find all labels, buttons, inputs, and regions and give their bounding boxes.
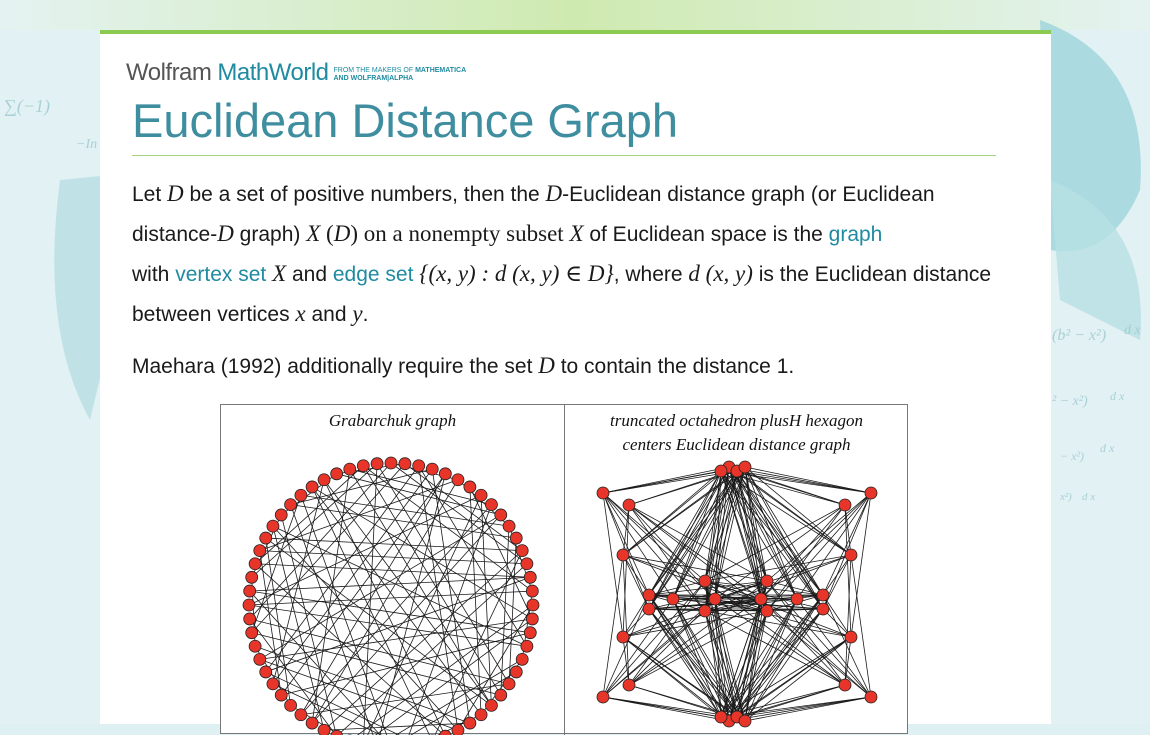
definition-paragraph	[132, 174, 1012, 334]
graph-vertex	[475, 489, 487, 501]
graph-vertex	[244, 585, 256, 597]
mathworld-logo[interactable]	[126, 59, 466, 85]
graph-vertex	[357, 460, 369, 472]
grabarchuk-graph-drawing	[221, 405, 564, 735]
text: graph)	[234, 223, 306, 246]
graph-vertex	[524, 627, 536, 639]
maehara-paragraph	[132, 346, 1012, 386]
graph-vertex	[475, 709, 487, 721]
graph-vertex	[597, 487, 609, 499]
graph-vertex	[371, 458, 383, 470]
graph-vertex	[503, 520, 515, 532]
text: Let	[132, 183, 167, 206]
graph-vertex	[845, 631, 857, 643]
text: is the Euclidean distance between vertices	[132, 263, 991, 326]
graph-vertex	[275, 689, 287, 701]
graph-vertex	[464, 717, 476, 729]
graph-vertex	[485, 699, 497, 711]
math-paren: (	[320, 221, 333, 246]
graph-edge	[797, 599, 871, 697]
graph-edge	[603, 493, 673, 599]
brand-mathworld: MathWorld	[217, 61, 328, 85]
graph-vertex	[699, 605, 711, 617]
brand-tagline-line2: AND WOLFRAM|ALPHA	[334, 75, 414, 82]
svg-text:−In: −In	[76, 137, 97, 152]
graph-vertex	[865, 487, 877, 499]
graph-vertex	[495, 509, 507, 521]
graph-vertex	[761, 575, 773, 587]
graph-vertex	[699, 575, 711, 587]
graph-vertex	[623, 499, 635, 511]
graph-vertex	[643, 603, 655, 615]
graph-edge	[363, 619, 532, 735]
graph-figure	[220, 404, 908, 734]
graph-edge	[266, 466, 419, 672]
graph-vertex	[623, 679, 635, 691]
graph-edge	[729, 609, 823, 721]
text: and	[286, 263, 333, 286]
graph-vertex	[739, 461, 751, 473]
graph-vertex	[817, 603, 829, 615]
graph-vertex	[709, 593, 721, 605]
graph-edge	[266, 577, 531, 672]
graph-vertex	[452, 724, 464, 735]
brand-tagline	[334, 67, 467, 83]
graph-vertex	[715, 711, 727, 723]
graph-edge	[705, 611, 737, 717]
text: , where	[614, 263, 689, 286]
math-D: D	[334, 221, 351, 246]
svg-text:d x: d x	[1110, 389, 1125, 403]
math-X: X	[569, 221, 583, 246]
graph-vertex	[243, 599, 255, 611]
graph-edge	[649, 471, 737, 595]
graph-edge	[761, 599, 845, 685]
graph-edge	[737, 595, 823, 717]
truncated-octahedron-graph-panel	[565, 405, 908, 735]
title-divider	[132, 155, 996, 156]
graph-vertex	[817, 589, 829, 601]
graph-vertex	[791, 593, 803, 605]
graph-edge	[312, 487, 532, 619]
graph-vertex	[755, 593, 767, 605]
graph-edge	[255, 466, 363, 564]
graph-vertex	[495, 689, 507, 701]
svg-text:d x: d x	[1124, 323, 1142, 338]
graph-vertex	[643, 589, 655, 601]
svg-text:d x: d x	[1082, 491, 1095, 503]
svg-text:d x: d x	[1100, 441, 1115, 455]
text: be a set of positive numbers, then the	[184, 183, 546, 206]
math-distance-expression: d (x, y)	[688, 261, 753, 286]
text: with	[132, 263, 175, 286]
text: of Euclidean space is the	[584, 223, 829, 246]
graph-vertex	[526, 613, 538, 625]
graph-vertex	[399, 458, 411, 470]
math-paren: ) on a nonempty subset	[350, 221, 569, 246]
text: to contain the distance 1.	[555, 355, 794, 378]
graph-vertex	[839, 679, 851, 691]
text: Maehara (1992) additionally require the set	[132, 355, 538, 378]
page-title: Euclidean Distance Graph	[132, 90, 678, 152]
graph-vertex	[260, 666, 272, 678]
graph-vertex	[260, 532, 272, 544]
graph-vertex	[249, 558, 261, 570]
graph-edge	[623, 611, 767, 637]
graph-vertex	[597, 691, 609, 703]
graph-vertex	[295, 709, 307, 721]
math-edge-set-expression: {(x, y) : d (x, y) ∈ D}	[419, 261, 613, 286]
graph-vertex	[503, 678, 515, 690]
graph-vertex	[439, 730, 451, 735]
graph-vertex	[839, 499, 851, 511]
truncated-octahedron-caption-line1: truncated octahedron plusH hexagon	[565, 409, 908, 433]
text: and	[306, 303, 353, 326]
edge-set-link[interactable]: edge set	[333, 263, 414, 286]
graph-vertex	[285, 499, 297, 511]
vertex-set-link[interactable]: vertex set	[175, 263, 266, 286]
graph-vertex	[254, 545, 266, 557]
graph-vertex	[267, 678, 279, 690]
math-D: D	[546, 181, 563, 206]
svg-text:(b² − x²): (b² − x²)	[1052, 327, 1106, 344]
graph-vertex	[295, 489, 307, 501]
brand-wolfram: Wolfram	[126, 61, 211, 85]
graph-vertex	[413, 460, 425, 472]
math-x: x	[295, 301, 305, 326]
graph-vertex	[715, 465, 727, 477]
graph-edge	[623, 471, 721, 555]
graph-vertex	[521, 640, 533, 652]
graph-vertex	[845, 549, 857, 561]
math-D: D	[217, 221, 234, 246]
truncated-octahedron-caption-line2: centers Euclidean distance graph	[565, 433, 908, 457]
graph-vertex	[439, 468, 451, 480]
graph-vertex	[254, 653, 266, 665]
graph-edge	[737, 611, 767, 717]
graph-edge	[705, 611, 845, 685]
graph-vertex	[306, 481, 318, 493]
graph-vertex	[526, 585, 538, 597]
graph-vertex	[510, 666, 522, 678]
graph-edge	[823, 555, 851, 595]
graph-edge	[509, 538, 516, 684]
graph-vertex	[524, 571, 536, 583]
graph-edge	[623, 637, 721, 717]
graph-vertex	[865, 691, 877, 703]
grabarchuk-graph-panel	[221, 405, 565, 735]
graph-edge	[745, 467, 871, 493]
svg-text:∑(−1): ∑(−1)	[4, 96, 50, 117]
text: -Euclidean distance graph (or Euclidean distance-	[132, 183, 935, 246]
truncated-octahedron-graph-drawing	[565, 405, 908, 735]
article-card	[100, 30, 1051, 724]
graph-vertex	[527, 599, 539, 611]
graph-vertex	[275, 509, 287, 521]
math-y: y	[352, 301, 362, 326]
graph-edge	[623, 555, 649, 595]
graph-vertex	[667, 593, 679, 605]
graph-vertex	[739, 715, 751, 727]
graph-vertex	[246, 571, 258, 583]
math-X: X	[272, 261, 286, 286]
graph-vertex	[249, 640, 261, 652]
graph-vertex	[246, 627, 258, 639]
graph-vertex	[331, 468, 343, 480]
svg-text:x²): x²)	[1059, 491, 1072, 503]
graph-link[interactable]: graph	[829, 223, 883, 246]
text: .	[363, 303, 369, 326]
graph-vertex	[344, 463, 356, 475]
graph-edge	[250, 577, 531, 591]
math-X: X	[306, 221, 320, 246]
graph-vertex	[516, 653, 528, 665]
math-D: D	[538, 353, 555, 378]
graph-vertex	[761, 605, 773, 617]
brand-tagline-mathematica: MATHEMATICA	[415, 67, 466, 74]
svg-text:− x²): − x²)	[1060, 449, 1084, 463]
graph-vertex	[510, 532, 522, 544]
graph-vertex	[617, 549, 629, 561]
graph-vertex	[617, 631, 629, 643]
graph-vertex	[318, 474, 330, 486]
graph-vertex	[244, 613, 256, 625]
graph-edge	[721, 609, 823, 717]
graph-edge	[377, 464, 509, 684]
graph-vertex	[426, 463, 438, 475]
graph-vertex	[464, 481, 476, 493]
svg-text:² − x²): ² − x²)	[1052, 394, 1088, 409]
brand-tagline-line1: FROM THE MAKERS OF	[334, 67, 414, 74]
math-D: D	[167, 181, 184, 206]
graph-vertex	[485, 499, 497, 511]
graph-vertex	[285, 699, 297, 711]
grabarchuk-graph-caption: Grabarchuk graph	[221, 409, 564, 433]
graph-vertex	[306, 717, 318, 729]
graph-vertex	[516, 545, 528, 557]
graph-vertex	[318, 724, 330, 735]
graph-vertex	[521, 558, 533, 570]
graph-vertex	[385, 457, 397, 469]
graph-vertex	[452, 474, 464, 486]
graph-vertex	[267, 520, 279, 532]
